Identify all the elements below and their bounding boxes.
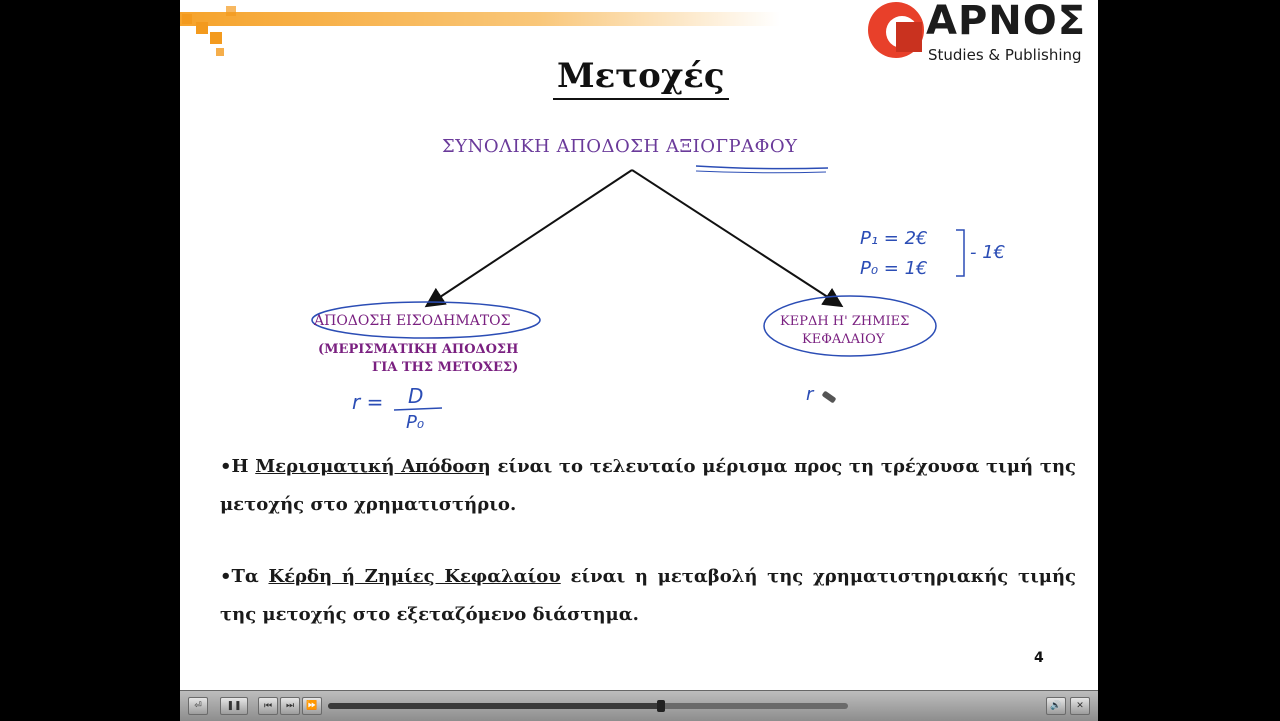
handwritten-price-p0: P₀ = 1€ — [860, 258, 928, 279]
handwritten-formula-denominator: P₀ — [406, 412, 425, 433]
paragraph-dividend-yield — [220, 448, 1076, 524]
slide — [180, 0, 1098, 690]
paragraph-bullet: •Η — [220, 456, 256, 477]
diagram-lines — [180, 0, 1098, 440]
pause-button[interactable]: ❚❚ — [220, 697, 248, 715]
previous-button[interactable]: ⏮ — [258, 697, 278, 715]
seek-bar-thumb[interactable] — [657, 700, 665, 712]
diagram-right-label: ΚΕΦΑΛΑΙΟΥ — [802, 332, 885, 347]
bracket-ink — [956, 230, 964, 276]
handwritten-difference: - 1€ — [970, 242, 1006, 263]
diagram-right-label: ΚΕΡΔΗ Η' ΖΗΜΙΕΣ — [780, 314, 910, 329]
seek-bar[interactable] — [328, 703, 848, 709]
fraction-bar-ink — [394, 408, 442, 410]
diagram-left-subtitle: ΓΙΑ ΤΗΣ ΜΕΤΟΧΕΣ) — [372, 360, 519, 375]
player-controls — [180, 690, 1098, 721]
arrow-left — [428, 170, 632, 305]
handwritten-formula-numerator: D — [408, 384, 424, 408]
diagram-root-label: ΣΥΝΟΛΙΚΗ ΑΠΟΔΟΣΗ ΑΞΙΟΓΡΑΦΟΥ — [442, 136, 798, 157]
diagram-left-label: ΑΠΟΔΟΣΗ ΕΙΣΟΔΗΜΑΤΟΣ — [314, 313, 511, 329]
paragraph-term: Κέρδη ή Ζημίες Κεφαλαίου — [268, 566, 561, 587]
handwritten-formula-r: r = — [352, 390, 384, 414]
underline-ink — [696, 171, 826, 173]
seek-bar-fill — [328, 703, 661, 709]
paragraph-text: είναι το τελευταίο μέρισμα προς τη τρέχουσα τιμή της μετοχής στο χρηματιστήριο. — [220, 456, 1077, 515]
next-button[interactable]: ⏭ — [280, 697, 300, 715]
diagram-left-subtitle: (ΜΕΡΙΣΜΑΤΙΚΗ ΑΠΟΔΟΣΗ — [318, 342, 519, 357]
paragraph-bullet: •Τα — [220, 566, 269, 587]
close-button[interactable]: ✕ — [1070, 697, 1090, 715]
slide-title: Μετοχές — [553, 56, 729, 100]
paragraph-text: είναι η μεταβολή της χρηματιστηριακής τιμής της μετοχής στο εξεταζόμενο διάστημα. — [220, 566, 1077, 625]
paragraph-capital-gains — [220, 558, 1076, 634]
page-number: 4 — [1034, 650, 1044, 666]
fast-forward-button[interactable]: ⏩ — [302, 697, 322, 715]
arrow-right — [632, 170, 840, 305]
logo-name: ΑΡΝΟΣ — [926, 0, 1087, 44]
paragraph-term: Μερισματική Απόδοση — [255, 456, 491, 477]
handwritten-price-p1: P₁ = 2€ — [860, 228, 928, 249]
volume-button[interactable]: 🔊 — [1046, 697, 1066, 715]
back-button[interactable]: ⏎ — [188, 697, 208, 715]
logo-subtitle: Studies & Publishing — [928, 46, 1082, 64]
handwritten-right-r: r — [806, 384, 814, 405]
underline-ink — [696, 166, 828, 169]
